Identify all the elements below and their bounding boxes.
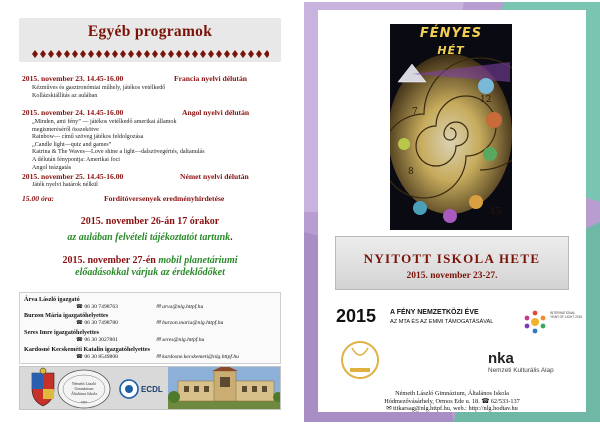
- banner-date: 2015. november 23-27.: [406, 271, 498, 281]
- diamond-ornament-icon: [168, 50, 174, 58]
- announcement-3-date: 2015. november 27-én: [62, 255, 156, 266]
- cover-panel: [304, 2, 600, 422]
- cover-title-fenyes: FÉNYES: [419, 26, 483, 41]
- diamond-ornament-icon: [184, 50, 190, 58]
- event-2-line-4: „Candle light—quiz and games”: [32, 141, 112, 148]
- coat-of-arms-icon: [32, 368, 54, 406]
- event-3-date: 2015. november 25. 14.45-16.00: [22, 172, 124, 181]
- event-2-line-3: Rainbow— című szöveg játékos feldolgozása: [32, 134, 144, 141]
- svg-text:12: 12: [480, 95, 492, 105]
- program-title: Egyéb programok: [87, 23, 213, 40]
- event-1-line-1: Kézműves és gasztronómiai műhely, játékos vetélkedő: [32, 85, 166, 91]
- announcement-4: előadásokkal várjuk az érdeklődőket: [75, 267, 225, 278]
- diamond-ornament-icon: [40, 50, 46, 58]
- year-of-light-2015: 2015: [336, 306, 377, 326]
- diamond-ornament-icon: [256, 50, 262, 58]
- svg-text:Gimnázium: Gimnázium: [74, 386, 94, 391]
- school-name: Németh László Gimnázium, Általános Iskola: [395, 390, 509, 397]
- diamond-ornament-icon: [160, 50, 166, 58]
- contacts-box: [19, 292, 281, 364]
- contact-4-name: Kardosné Kecskeméti Katalin igazgatóhelyettes: [24, 346, 150, 353]
- banner-title: NYITOTT ISKOLA HETE: [363, 251, 541, 266]
- svg-text:8: 8: [408, 167, 414, 177]
- announcement-2-end: .: [230, 232, 233, 243]
- title-box: [19, 18, 281, 62]
- event-1-line-2: Kollázskiállítás az aulában: [32, 92, 98, 99]
- diamond-ornament-icon: [72, 50, 78, 58]
- contact-4-email[interactable]: ✉ kardosne.kecskemeti@nlg.httpf.hu: [156, 354, 239, 360]
- diamond-ornament-icon: [192, 50, 198, 58]
- diamond-ornament-icon: [136, 50, 142, 58]
- logo-strip: [19, 366, 281, 410]
- year-of-light-support: AZ MTA ÉS AZ EMMI TÁMOGATÁSÁVAL: [390, 319, 494, 325]
- diamond-ornament-icon: [96, 50, 102, 58]
- contact-2-name: Burzon Mária igazgatóhelyettes: [24, 312, 109, 319]
- diamond-ornament-icon: [104, 50, 110, 58]
- contact-3-name: Seres Imre igazgatóhelyettes: [24, 329, 100, 336]
- svg-text:Németh László: Németh László: [71, 381, 97, 386]
- event-3-line-1: Játék nyelvi határok nélkül: [32, 182, 98, 188]
- diamond-ornament-icon: [216, 50, 222, 58]
- diamond-ornament-icon: [176, 50, 182, 58]
- diamond-ornament-icon: [80, 50, 86, 58]
- iyl-logo-icon: [523, 310, 547, 334]
- contact-1-phone: ☎ 06 30 7498763: [76, 304, 118, 310]
- diamond-ornament-icon: [88, 50, 94, 58]
- event-2-line-6: A délután fénypontja: Amerikai foci: [32, 157, 120, 163]
- title-banner: [335, 236, 569, 290]
- ecdl-logo-icon: [120, 380, 163, 398]
- event-1-language: Francia nyelvi délután: [174, 74, 247, 83]
- school-contact[interactable]: ✉ titkarsag@nlg.httpf.hu, web.: http://nlg.hodtav.hu: [386, 405, 518, 413]
- iyl-logo-text: INTERNATIONAL YEAR OF LIGHT 2015: [550, 311, 583, 319]
- diamond-ornament-icon: [112, 50, 118, 58]
- diamond-ornament-icon: [240, 50, 246, 58]
- award-text: Fordítóversenyek eredményhirdetése: [104, 194, 225, 203]
- diamond-ornament-row: [31, 48, 269, 60]
- svg-text:7: 7: [412, 107, 418, 117]
- announcement-2-text: az aulában felvételi tájékoztatót tartunk: [67, 232, 231, 243]
- diamond-ornament-icon: [264, 50, 269, 58]
- event-2-language: Angol nyelvi délután: [182, 108, 250, 117]
- cover-inner: [318, 10, 586, 412]
- diamond-ornament-icon: [152, 50, 158, 58]
- cover-title-het: HÉT: [437, 44, 465, 57]
- diamond-ornament-icon: [248, 50, 254, 58]
- announcement-3-text: mobil planetáriumi: [158, 255, 238, 266]
- logo-strip-graphic: [20, 367, 281, 410]
- diamond-ornament-icon: [144, 50, 150, 58]
- event-2-line-7: Angol teázgatás: [32, 164, 72, 171]
- award-time: 15.00 óra:: [22, 194, 55, 203]
- nka-logo-icon: nka: [488, 350, 514, 367]
- diamond-ornament-icon: [56, 50, 62, 58]
- diamond-ornament-icon: [224, 50, 230, 58]
- contact-3-phone: ☎ 06 30 3027801: [76, 337, 118, 343]
- announcement-1: 2015. november 26-án 17 órakor: [80, 216, 220, 227]
- diamond-ornament-icon: [128, 50, 134, 58]
- nka-subtitle: Nemzeti Kulturális Alap: [488, 367, 554, 374]
- contact-4-phone: ☎ 06 30 8549808: [76, 354, 118, 360]
- diamond-ornament-icon: [232, 50, 238, 58]
- contact-2-email[interactable]: ✉ burzon.maria@nlg.httpf.hu: [156, 320, 224, 326]
- announcement-3: [14, 255, 286, 266]
- svg-text:15: 15: [490, 207, 502, 217]
- event-2-line-5: Katrina & The Waves—Love shine a light—dalszövegértés, daltanulás: [32, 149, 205, 156]
- school-seal-icon: [58, 370, 110, 408]
- event-2-line-1: „Minden, ami fény” — játékos vetélkedő amerikai államok: [32, 119, 177, 125]
- ecdl-text: ECDL: [141, 385, 163, 394]
- svg-text:1961: 1961: [80, 400, 88, 404]
- fenyes-het-cover-image: [390, 24, 512, 230]
- contact-1-email[interactable]: ✉ arva@nlg.httpf.hu: [156, 304, 204, 310]
- eotvos-seal-icon: [338, 338, 382, 380]
- contact-2-phone: ☎ 06 30 7498780: [76, 320, 118, 326]
- svg-text:Általános Iskola: Általános Iskola: [70, 391, 98, 396]
- year-of-light-title: A FÉNY NEMZETKÖZI ÉVE: [390, 309, 479, 316]
- diamond-ornament-icon: [120, 50, 126, 58]
- diamond-ornament-icon: [208, 50, 214, 58]
- contact-3-email[interactable]: ✉ seres@nlg.httpf.hu: [156, 337, 205, 343]
- school-address: Hódmezővásárhely, Ormos Ede u. 18. ☎ 62/533-137: [384, 397, 520, 405]
- contact-1-name: Árva László igazgató: [24, 296, 80, 303]
- school-building-photo: [168, 367, 281, 410]
- event-3-language: Német nyelvi délután: [180, 172, 249, 181]
- event-2-date: 2015. november 24. 14.45-16.00: [22, 108, 124, 117]
- announcement-2: [14, 232, 286, 243]
- diamond-ornament-icon: [32, 50, 38, 58]
- program-panel: [14, 14, 286, 412]
- diamond-ornament-icon: [200, 50, 206, 58]
- event-2-line-2: megismeréséről összekötve: [32, 126, 99, 133]
- diamond-ornament-icon: [48, 50, 54, 58]
- event-1-date: 2015. november 23. 14.45-16.00: [22, 74, 124, 83]
- diamond-ornament-icon: [64, 50, 70, 58]
- school-footer: [318, 390, 586, 413]
